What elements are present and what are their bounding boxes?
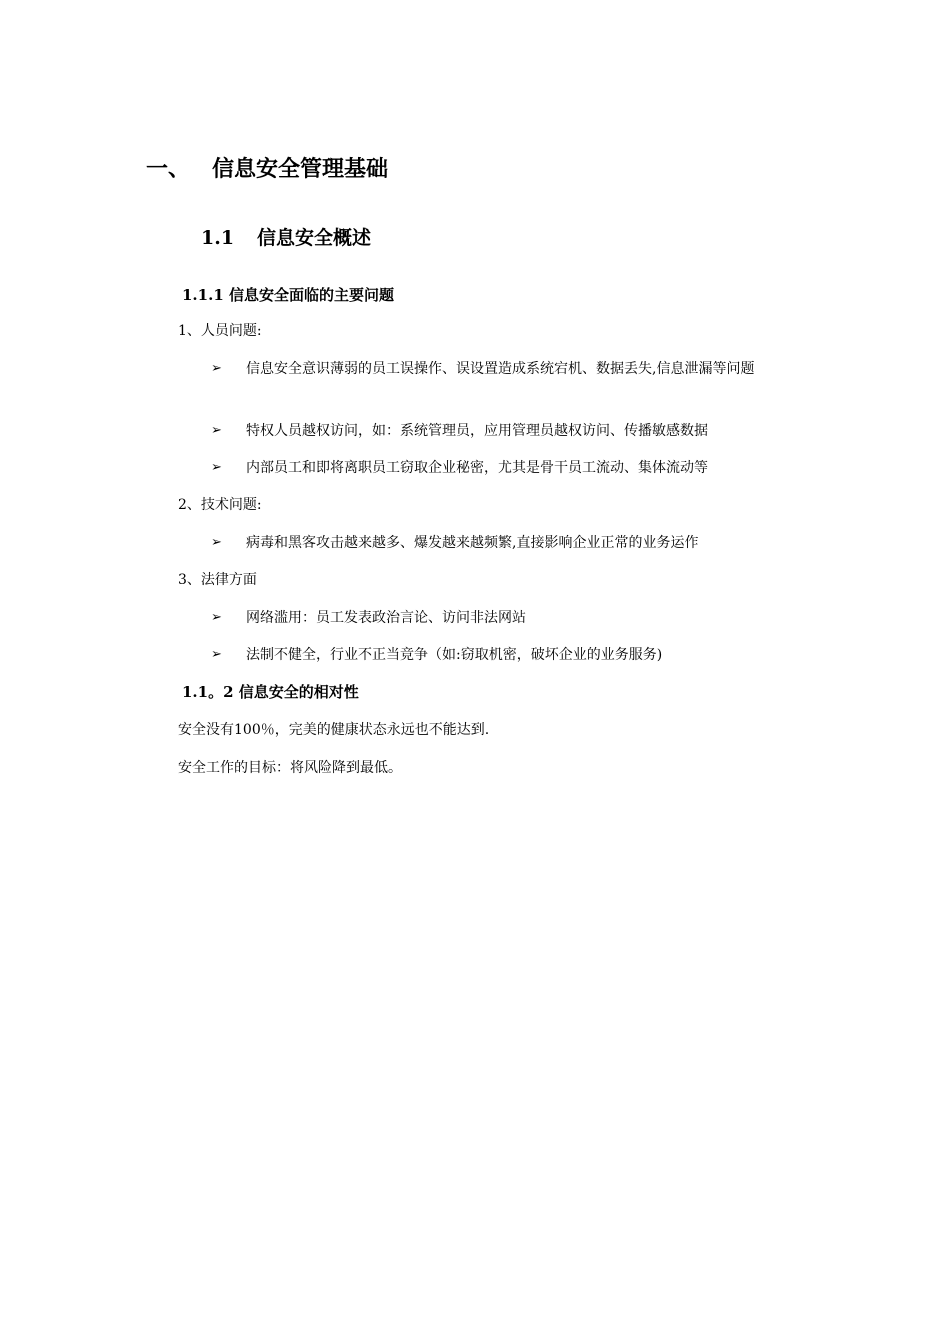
bullet-arrow-icon: ➢ — [211, 460, 222, 475]
group-label-technology: 2、技术问题: — [178, 497, 262, 513]
subsection-heading-1-1-1: 1.1.1 信息安全面临的主要问题 — [182, 286, 394, 304]
group-label-people: 1、人员问题: — [178, 323, 262, 339]
chapter-title: 信息安全管理基础 — [212, 156, 389, 182]
chapter-number: 一、 — [146, 156, 191, 182]
list-item-text: 特权人员越权访问，如：系统管理员，应用管理员越权访问、传播敏感数据 — [246, 423, 708, 439]
bullet-arrow-icon: ➢ — [211, 610, 222, 625]
section-heading — [201, 225, 371, 251]
bullet-arrow-icon: ➢ — [211, 647, 222, 662]
list-item-text: 病毒和黑客攻击越来越多、爆发越来越频繁,直接影响企业正常的业务运作 — [246, 535, 699, 551]
paragraph: 安全没有100％，完美的健康状态永远也不能达到. — [178, 722, 490, 738]
list-item — [211, 607, 811, 629]
subsection-heading-1-1-2: 1.1。2 信息安全的相对性 — [182, 683, 359, 701]
chapter-heading — [146, 154, 388, 184]
list-item — [211, 420, 811, 442]
list-item-text: 法制不健全，行业不正当竞争（如:窃取机密，破坏企业的业务服务) — [246, 647, 663, 663]
list-item — [211, 644, 811, 666]
list-item — [211, 358, 811, 380]
section-title: 信息安全概述 — [257, 227, 372, 249]
bullet-arrow-icon: ➢ — [211, 423, 222, 438]
list-item-text: 网络滥用：员工发表政治言论、访问非法网站 — [246, 610, 526, 626]
list-item — [211, 457, 811, 479]
list-item-text: 内部员工和即将离职员工窃取企业秘密，尤其是骨干员工流动、集体流动等 — [246, 460, 708, 476]
bullet-arrow-icon: ➢ — [211, 535, 222, 550]
section-number: 1.1 — [201, 227, 235, 249]
bullet-arrow-icon: ➢ — [211, 361, 222, 376]
paragraph: 安全工作的目标：将风险降到最低。 — [178, 760, 402, 776]
list-item-text: 信息安全意识薄弱的员工误操作、误设置造成系统宕机、数据丢失,信息泄漏等问题 — [246, 361, 755, 377]
group-label-law: 3、法律方面 — [178, 572, 257, 588]
list-item — [211, 532, 811, 554]
